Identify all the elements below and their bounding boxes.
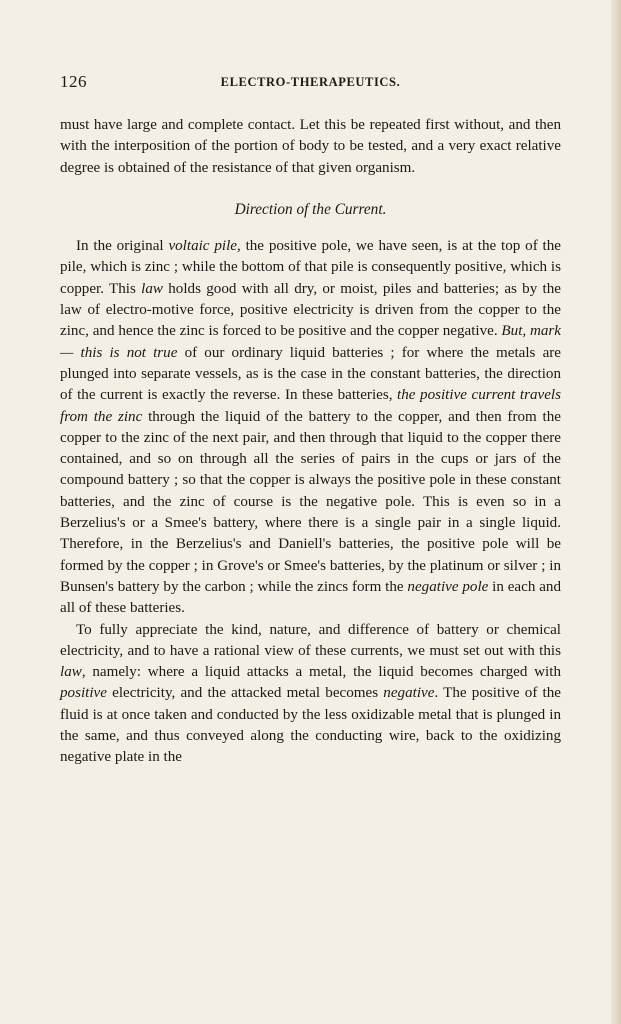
- page-edge: [611, 0, 621, 1024]
- text-run: To fully appreciate the kind, nature, and difference of battery or chemical electricity, and to have a rational view of these currents, we must set out with this: [60, 621, 561, 659]
- emphasis-negative: negative: [383, 685, 435, 702]
- text-run: . The positive of the fluid is at once taken and conducted by the less oxidizable metal that is plunged in the same, and thus conveyed along the conducting wire, back to the oxidizing negative plate in the: [60, 685, 561, 766]
- running-head: ELECTRO-THERAPEUTICS.: [220, 75, 401, 89]
- emphasis-law: law: [60, 664, 82, 681]
- emphasis-voltaic-pile: voltaic pile: [168, 238, 237, 255]
- emphasis-negative-pole: negative pole: [407, 578, 489, 595]
- emphasis-positive: positive: [60, 685, 107, 702]
- text-run: , the positive pole, we have seen, is at the top of the pile, which is zinc ; while the bottom of that pile is consequently positive, which is copper. This: [60, 238, 562, 297]
- page-number: 126: [60, 72, 87, 91]
- text-run: holds good with all dry, or moist, piles and batteries; as by the law of electro-motive force, positive electricity is driven from the copper to the zinc, and hence the zinc is forced to be positive and the copper negative.: [60, 280, 561, 340]
- page-body: [60, 115, 561, 769]
- paragraph-direction-current: [60, 236, 561, 619]
- emphasis-not-true: But, mark — this is not true: [60, 323, 561, 361]
- emphasis-positive-current: the positive current travels from the zinc: [60, 387, 561, 425]
- text-run: electricity, and the attacked metal becomes: [106, 685, 384, 702]
- text-run: In the original: [76, 238, 169, 255]
- paragraph-continuation: must have large and complete contact. Let this be repeated first without, and then with the interposition of the portion of body to be tested, and a very exact relative degree is obtained of the resistance of that given organism.: [60, 117, 561, 176]
- text-run: through the liquid of the battery to the copper, and then from the copper to the zinc of the next pair, and then through that liquid to the copper there contained, and so on through all the series of pairs in the cups or jars of the compound battery ; so that the copper is always the positive pole in these constant batteries, and the zinc of course is the negative pole. This is even so in a Berzelius's or a Smee's battery, where there is a single pair in a single liquid. Therefore, in the Berzelius's and Daniell's batteries, the positive pole will be formed by the copper ; in Grove's or Smee's batteries, by the platinum or silver ; in Bunsen's battery by the carbon ; while the zincs form the: [60, 408, 561, 595]
- paragraph-battery-law: [60, 620, 561, 769]
- text-run: , namely: where a liquid attacks a metal, the liquid becomes charged with: [81, 664, 561, 681]
- text-run: of our ordinary liquid batteries ; for where the metals are plunged into separate vessels, as is the case in the constant batteries, the direction of the current is exactly the reverse. In these batteries,: [60, 344, 561, 404]
- page-header: [60, 72, 561, 92]
- section-heading: Direction of the Current.: [234, 200, 387, 218]
- emphasis-law: law: [141, 280, 163, 297]
- text-run: in each and all of these batteries.: [60, 578, 561, 617]
